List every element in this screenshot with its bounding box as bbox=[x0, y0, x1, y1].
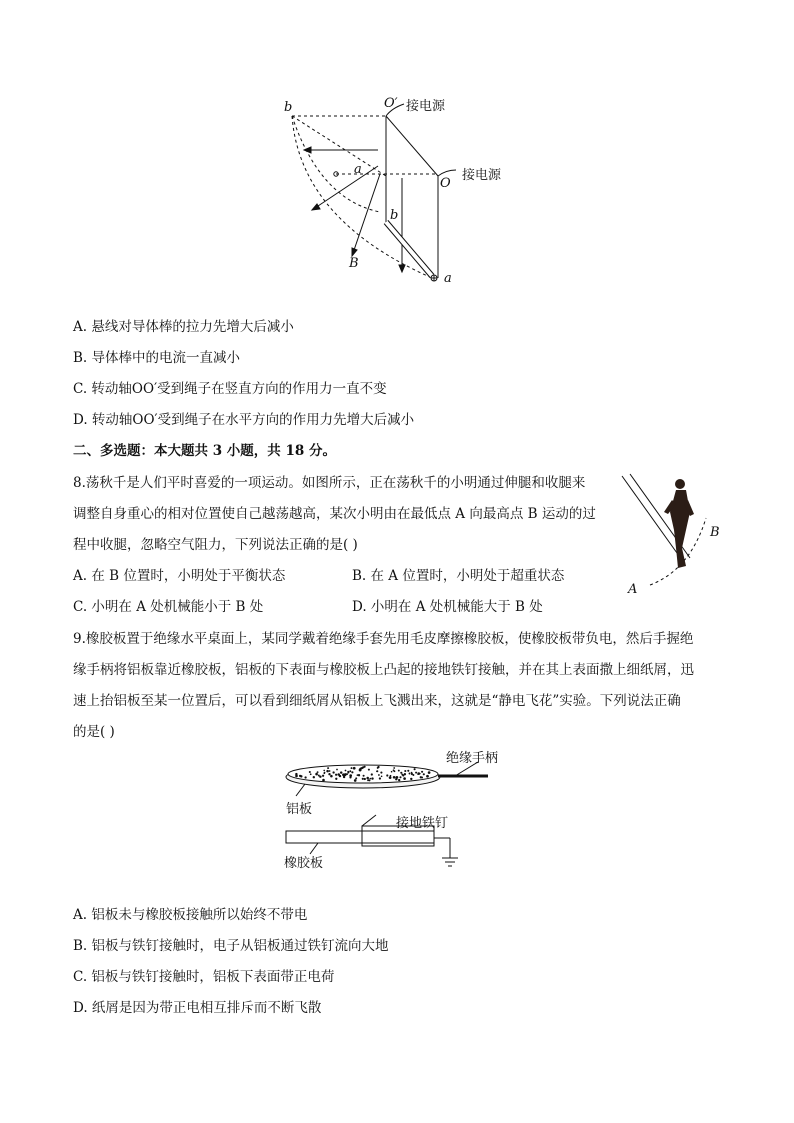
paper-speck bbox=[336, 769, 338, 771]
paper-speck bbox=[419, 773, 421, 775]
paper-speck bbox=[398, 770, 400, 772]
q8-option-c[interactable]: C. 小明在 A 处机械能小于 B 处 bbox=[73, 599, 264, 615]
paper-speck bbox=[393, 767, 395, 769]
q8-option-a[interactable]: A. 在 B 位置时，小明处于平衡状态 bbox=[73, 568, 286, 584]
paper-speck bbox=[357, 774, 359, 776]
paper-speck bbox=[313, 776, 315, 778]
paper-speck bbox=[347, 771, 349, 773]
q8-stem-line2: 调整自身重心的相对位置使自己越荡越高，某次小明由在最低点 A 向最高点 B 运动的过 bbox=[73, 506, 596, 522]
paper-speck bbox=[402, 774, 404, 776]
paper-speck bbox=[403, 777, 406, 780]
paper-speck bbox=[349, 770, 351, 772]
paper-speck bbox=[353, 767, 356, 770]
paper-speck bbox=[360, 767, 362, 769]
paper-speck bbox=[400, 772, 402, 774]
q7-label-b-top: b bbox=[284, 100, 293, 115]
q9-stem-line1: 9.橡胶板置于绝缘水平桌面上，某同学戴着绝缘手套先用毛皮摩擦橡胶板，使橡胶板带负电，然后手握绝 bbox=[73, 631, 694, 647]
q7-option-d[interactable]: D. 转动轴OO′受到绳子在水平方向的作用力先增大后减小 bbox=[73, 412, 415, 428]
q8-label-A: A bbox=[628, 582, 638, 597]
paper-speck bbox=[295, 775, 298, 778]
section-heading-multi-choice: 二、多选题：本大题共 3 小题，共 18 分。 bbox=[73, 443, 336, 459]
paper-speck bbox=[309, 771, 311, 773]
paper-speck bbox=[300, 775, 302, 777]
q7-option-b[interactable]: B. 导体棒中的电流一直减小 bbox=[73, 350, 241, 366]
q7-label-a-bottom: a bbox=[444, 271, 452, 286]
paper-speck bbox=[335, 774, 337, 776]
q9-label-nail: 接地铁钉 bbox=[396, 816, 449, 831]
q8-label-B: B bbox=[710, 525, 720, 540]
q8-stem-line3: 程中收腿，忽略空气阻力，下列说法正确的是( ) bbox=[73, 537, 358, 553]
q8-option-b[interactable]: B. 在 A 位置时，小明处于超重状态 bbox=[352, 568, 565, 584]
paper-speck bbox=[389, 776, 392, 779]
q8-stem-line1: 8.荡秋千是人们平时喜爱的一项运动。如图所示，正在荡秋千的小明通过伸腿和收腿来 bbox=[73, 475, 586, 491]
paper-speck bbox=[340, 771, 342, 773]
q9-label-aluminum: 铝板 bbox=[286, 802, 313, 817]
paper-speck bbox=[379, 777, 381, 779]
paper-speck bbox=[351, 767, 353, 769]
paper-speck bbox=[343, 776, 345, 778]
paper-speck bbox=[399, 776, 401, 778]
paper-speck bbox=[398, 779, 400, 781]
q9-label-rubber: 橡胶板 bbox=[284, 856, 324, 871]
paper-speck bbox=[421, 777, 423, 779]
q7-label-B: B bbox=[349, 256, 359, 271]
q7-option-a[interactable]: A. 悬线对导体棒的拉力先增大后减小 bbox=[73, 319, 294, 335]
paper-speck bbox=[364, 778, 366, 780]
paper-speck bbox=[304, 776, 306, 778]
q9-option-a[interactable]: A. 铝板未与橡胶板接触所以始终不带电 bbox=[73, 907, 308, 923]
paper-speck bbox=[414, 768, 416, 770]
paper-speck bbox=[368, 769, 370, 771]
q9-stem-line4: 的是( ) bbox=[73, 724, 115, 740]
paper-speck bbox=[363, 775, 365, 777]
paper-speck bbox=[371, 773, 373, 775]
q9-option-c[interactable]: C. 铝板与铁钉接触时，铝板下表面带正电荷 bbox=[73, 969, 335, 985]
q9-option-d[interactable]: D. 纸屑是因为带正电相互排斥而不断飞散 bbox=[73, 1000, 322, 1016]
paper-speck bbox=[323, 772, 325, 774]
q9-option-b[interactable]: B. 铝板与铁钉接触时，电子从铝板通过铁钉流向大地 bbox=[73, 938, 389, 954]
q9-stem-line3: 速上抬铝板至某一位置后，可以看到细纸屑从铝板上飞溅出来，这就是“静电飞花”实验。下列说法正确 bbox=[73, 693, 681, 709]
paper-speck bbox=[369, 778, 371, 780]
q9-stem-line2: 缘手柄将铝板靠近橡胶板，铝板的下表面与橡胶板上凸起的接地铁钉接触，并在其上表面撒上细纸屑，迅 bbox=[73, 662, 694, 678]
paper-speck bbox=[395, 778, 397, 780]
paper-speck bbox=[319, 775, 321, 777]
paper-speck bbox=[407, 770, 409, 772]
q7-label-O-prime: O′ bbox=[384, 96, 398, 111]
paper-speck bbox=[376, 770, 378, 772]
q7-label-b-mid: b bbox=[390, 208, 399, 223]
paper-speck bbox=[409, 773, 411, 775]
paper-speck bbox=[366, 777, 369, 780]
paper-speck bbox=[369, 779, 371, 781]
paper-speck bbox=[393, 776, 396, 779]
paper-speck bbox=[411, 773, 413, 775]
paper-speck bbox=[415, 772, 417, 774]
paper-speck bbox=[355, 777, 357, 779]
paper-speck bbox=[386, 774, 388, 776]
paper-speck bbox=[423, 773, 425, 775]
q7-label-power-2: 接电源 bbox=[462, 168, 502, 183]
paper-speck bbox=[349, 776, 351, 778]
paper-speck bbox=[323, 770, 325, 772]
paper-speck bbox=[354, 779, 357, 782]
paper-speck bbox=[329, 770, 331, 772]
paper-speck bbox=[322, 775, 324, 777]
paper-speck bbox=[328, 773, 330, 775]
paper-speck bbox=[371, 777, 373, 779]
paper-speck bbox=[380, 772, 382, 774]
q7-label-O: O bbox=[440, 176, 451, 191]
paper-speck bbox=[417, 773, 419, 775]
q9-label-handle: 绝缘手柄 bbox=[446, 751, 499, 766]
paper-speck bbox=[364, 766, 366, 768]
paper-speck bbox=[421, 771, 423, 773]
paper-speck bbox=[404, 770, 406, 772]
paper-speck bbox=[327, 767, 329, 769]
paper-speck bbox=[393, 770, 395, 772]
q7-label-power-1: 接电源 bbox=[406, 99, 446, 114]
paper-speck bbox=[335, 778, 337, 780]
paper-speck bbox=[339, 775, 341, 777]
q7-label-a-mid: a bbox=[354, 162, 362, 177]
paper-speck bbox=[345, 770, 347, 772]
paper-speck bbox=[326, 770, 329, 773]
paper-speck bbox=[391, 771, 393, 773]
paper-speck bbox=[317, 771, 319, 773]
paper-speck bbox=[381, 776, 383, 778]
paper-speck bbox=[378, 774, 380, 776]
paper-speck bbox=[377, 767, 379, 769]
paper-speck bbox=[351, 771, 353, 773]
paper-speck bbox=[410, 778, 412, 780]
q7-option-c[interactable]: C. 转动轴OO′受到绳子在竖直方向的作用力一直不变 bbox=[73, 381, 387, 397]
paper-speck bbox=[426, 775, 429, 778]
q8-option-d[interactable]: D. 小明在 A 处机械能大于 B 处 bbox=[352, 599, 543, 615]
paper-speck bbox=[315, 773, 318, 776]
paper-speck bbox=[330, 775, 333, 778]
paper-speck bbox=[310, 773, 312, 775]
paper-speck bbox=[332, 771, 334, 773]
paper-speck bbox=[428, 771, 431, 774]
paper-speck bbox=[362, 778, 364, 780]
paper-speck bbox=[322, 779, 325, 782]
